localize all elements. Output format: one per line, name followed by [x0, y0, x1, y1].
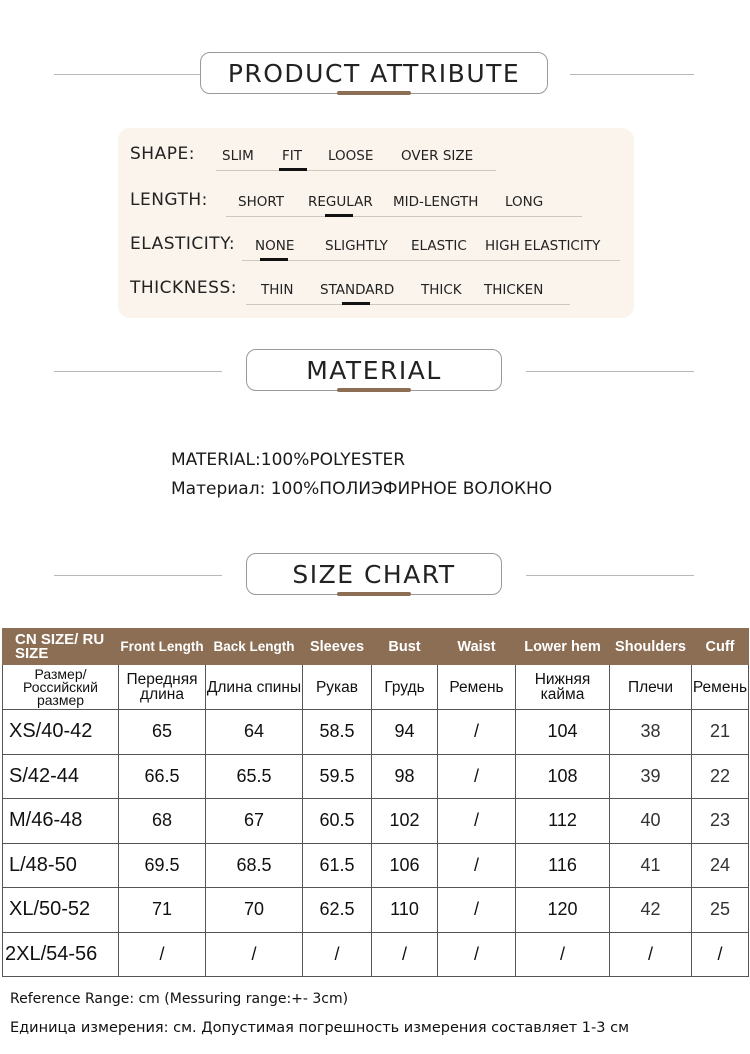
selected-marker — [325, 214, 353, 217]
attribute-option: OVER SIZE — [401, 148, 474, 164]
attribute-underline — [226, 216, 582, 217]
size-cell: S/42-44 — [3, 754, 119, 799]
selected-marker — [342, 302, 370, 305]
attribute-option: ELASTIC — [411, 238, 467, 254]
attribute-label: ELASTICITY: — [130, 234, 236, 254]
size-chart-header — [0, 551, 750, 601]
column-header: Cuff — [692, 629, 749, 665]
table-cell: 23 — [692, 799, 749, 844]
table-cell: 38 — [610, 710, 692, 755]
attribute-option: MID-LENGTH — [393, 194, 479, 210]
table-row — [3, 754, 749, 799]
table-cell: / — [516, 932, 610, 977]
title-accent-bar — [337, 388, 411, 392]
table-cell: 58.5 — [303, 710, 372, 755]
attribute-option: HIGH ELASTICITY — [485, 238, 601, 254]
section-title-pill — [246, 349, 502, 391]
size-chart-table — [2, 628, 749, 977]
divider-left — [54, 575, 222, 576]
table-cell: 102 — [372, 799, 438, 844]
material-header — [0, 347, 750, 397]
column-header-ru: Рукав — [303, 665, 372, 710]
attribute-panel — [118, 128, 634, 318]
divider-right — [570, 74, 694, 75]
attribute-label: LENGTH: — [130, 190, 208, 210]
attribute-row-shape — [130, 144, 500, 174]
divider-right — [526, 371, 694, 372]
column-header-ru: Ремень — [692, 665, 749, 710]
attribute-option-selected: REGULAR — [308, 194, 373, 210]
attribute-underline — [246, 304, 570, 305]
divider-left — [54, 74, 202, 75]
column-header: Lower hem — [516, 629, 610, 665]
section-title-pill — [246, 553, 502, 595]
table-cell: / — [119, 932, 206, 977]
section-title: PRODUCT ATTRIBUTE — [227, 58, 521, 88]
column-header: Bust — [372, 629, 438, 665]
attribute-row-thickness — [130, 278, 590, 308]
size-cell: M/46-48 — [3, 799, 119, 844]
title-accent-bar — [337, 91, 411, 95]
table-cell: 42 — [610, 888, 692, 933]
material-text-ru: Материал: 100%ПОЛИЭФИРНОЕ ВОЛОКНО — [171, 479, 553, 499]
table-cell: 94 — [372, 710, 438, 755]
size-cell: XS/40-42 — [3, 710, 119, 755]
table-cell: 40 — [610, 799, 692, 844]
table-cell: 22 — [692, 754, 749, 799]
column-header-ru: Длина спины — [206, 665, 303, 710]
table-cell: 61.5 — [303, 843, 372, 888]
table-cell: 68.5 — [206, 843, 303, 888]
table-cell: 62.5 — [303, 888, 372, 933]
section-title-pill — [200, 52, 548, 94]
table-cell: 66.5 — [119, 754, 206, 799]
table-cell: 120 — [516, 888, 610, 933]
table-cell: / — [438, 843, 516, 888]
reference-note-en: Reference Range: cm (Messuring range:+- 3cm) — [10, 991, 349, 1007]
table-row — [3, 710, 749, 755]
table-cell: 25 — [692, 888, 749, 933]
title-accent-bar — [337, 592, 411, 596]
column-header: Back Length — [206, 629, 303, 665]
divider-left — [54, 371, 222, 372]
column-header-ru: Передняя длина — [119, 665, 206, 710]
table-cell: / — [692, 932, 749, 977]
column-header-ru: Плечи — [610, 665, 692, 710]
table-cell: 104 — [516, 710, 610, 755]
table-cell: / — [438, 754, 516, 799]
size-cell: XL/50-52 — [3, 888, 119, 933]
table-cell: 24 — [692, 843, 749, 888]
reference-note-ru: Единица измерения: см. Допустимая погрешность измерения составляет 1-3 см — [10, 1020, 630, 1036]
column-header: Sleeves — [303, 629, 372, 665]
table-cell: 70 — [206, 888, 303, 933]
attribute-option: LONG — [505, 194, 544, 210]
divider-right — [526, 575, 694, 576]
attribute-option: SLIGHTLY — [325, 238, 388, 254]
attribute-underline — [216, 170, 496, 171]
column-header-ru: Ремень — [438, 665, 516, 710]
table-cell: 65 — [119, 710, 206, 755]
selected-marker — [279, 168, 307, 171]
attribute-option-selected: NONE — [255, 238, 295, 254]
selected-marker — [260, 258, 288, 261]
table-cell: 21 — [692, 710, 749, 755]
section-title: MATERIAL — [306, 355, 442, 385]
table-cell: / — [303, 932, 372, 977]
attribute-row-length — [130, 190, 600, 220]
attribute-label: THICKNESS: — [130, 278, 237, 298]
table-cell: 59.5 — [303, 754, 372, 799]
column-header: Front Length — [119, 629, 206, 665]
table-cell: 60.5 — [303, 799, 372, 844]
column-header: Waist — [438, 629, 516, 665]
attribute-option: LOOSE — [328, 148, 374, 164]
table-row — [3, 932, 749, 977]
table-cell: 39 — [610, 754, 692, 799]
section-title: SIZE CHART — [292, 559, 456, 589]
attribute-underline — [242, 260, 620, 261]
attribute-label: SHAPE: — [130, 144, 195, 164]
table-header-row — [3, 629, 749, 665]
table-cell: 67 — [206, 799, 303, 844]
table-cell: / — [438, 799, 516, 844]
table-cell: 68 — [119, 799, 206, 844]
table-cell: 106 — [372, 843, 438, 888]
column-header: Shoulders — [610, 629, 692, 665]
table-cell: / — [206, 932, 303, 977]
column-header-ru: Грудь — [372, 665, 438, 710]
table-cell: 110 — [372, 888, 438, 933]
table-cell: 69.5 — [119, 843, 206, 888]
table-cell: 41 — [610, 843, 692, 888]
table-cell: / — [372, 932, 438, 977]
table-cell: / — [438, 888, 516, 933]
table-row — [3, 799, 749, 844]
attribute-option: SLIM — [222, 148, 254, 164]
attribute-option: THICKEN — [484, 282, 544, 298]
attribute-option: THICK — [421, 282, 462, 298]
material-text-en: MATERIAL:100%POLYESTER — [171, 450, 406, 470]
table-cell: / — [438, 710, 516, 755]
attribute-row-elasticity — [130, 234, 630, 264]
table-cell: / — [438, 932, 516, 977]
table-row — [3, 888, 749, 933]
size-cell: L/48-50 — [3, 843, 119, 888]
table-row — [3, 843, 749, 888]
product-attribute-header — [0, 50, 750, 100]
table-cell: 116 — [516, 843, 610, 888]
table-header-row-ru — [3, 665, 749, 710]
table-cell: 98 — [372, 754, 438, 799]
table-cell: 71 — [119, 888, 206, 933]
table-cell: / — [610, 932, 692, 977]
attribute-option: SHORT — [238, 194, 284, 210]
attribute-option-selected: FIT — [282, 148, 302, 164]
column-header-ru: Размер/ Российский размер — [3, 665, 119, 710]
table-cell: 65.5 — [206, 754, 303, 799]
attribute-option: THIN — [261, 282, 294, 298]
table-cell: 112 — [516, 799, 610, 844]
table-cell: 64 — [206, 710, 303, 755]
attribute-option-selected: STANDARD — [320, 282, 395, 298]
table-cell: 108 — [516, 754, 610, 799]
column-header: CN SIZE/ RU SIZE — [3, 629, 119, 665]
size-cell: 2XL/54-56 — [3, 932, 119, 977]
column-header-ru: Нижняя кайма — [516, 665, 610, 710]
